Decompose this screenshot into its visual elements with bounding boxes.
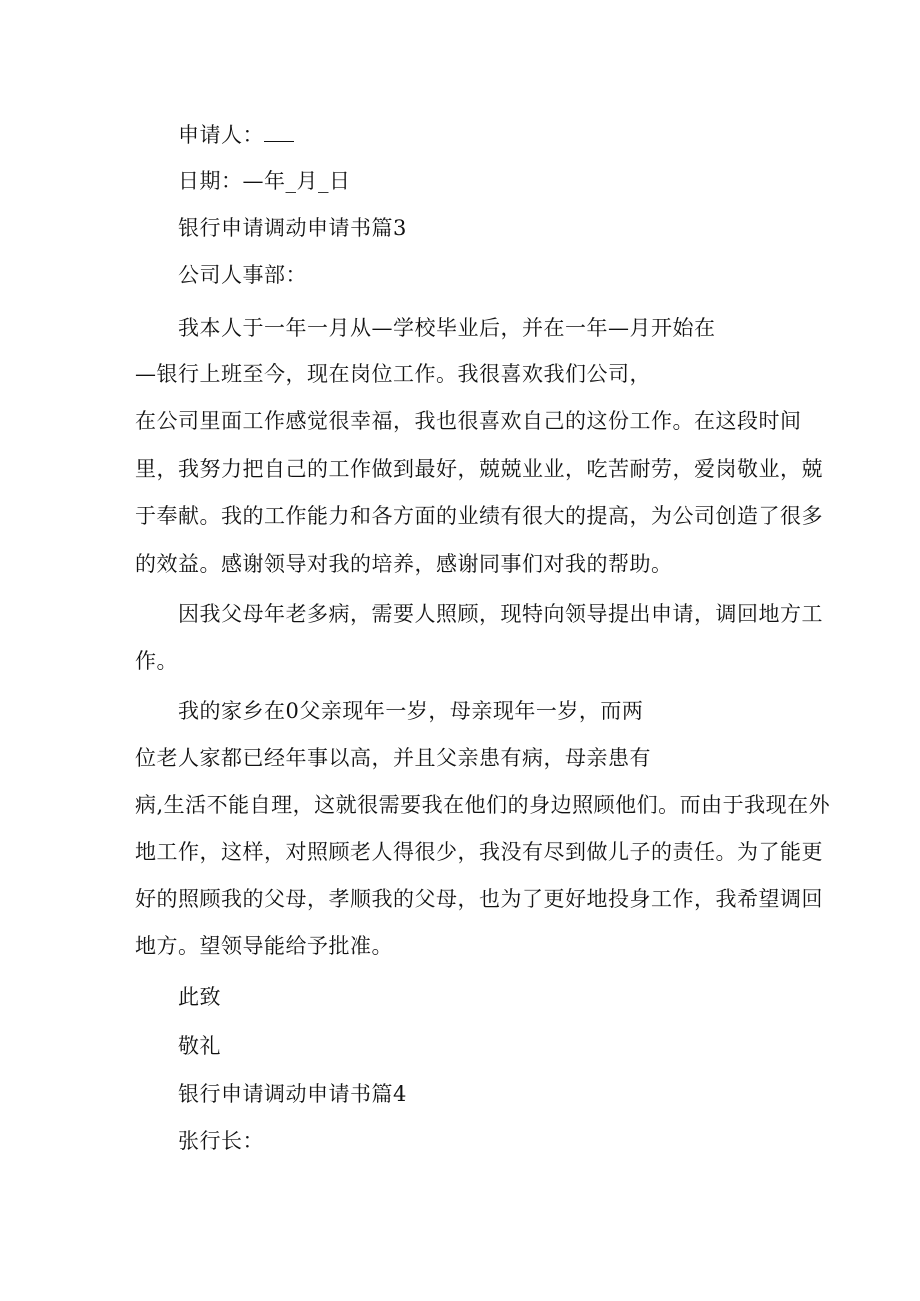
paragraph-line: 位老人家都已经年事以高，并且父亲患有病，母亲患有 (135, 746, 651, 770)
applicant-blank (264, 123, 294, 142)
applicant-label: 申请人： (178, 123, 264, 147)
paragraph-line: 因我父母年老多病，需要人照顾，现特向领导提出申请，调回地方工 (178, 602, 823, 626)
date-line: 日期：—年_月_日 (178, 169, 351, 193)
paragraph-line: 的效益。感谢领导对我的培养，感谢同事们对我的帮助。 (135, 552, 673, 576)
salutation-manager: 张行长： (178, 1129, 264, 1153)
closing-jingli: 敬礼 (178, 1034, 221, 1058)
paragraph-line: —银行上班至今，现在岗位工作。我很喜欢我们公司， (135, 362, 651, 386)
paragraph-line: 在公司里面工作感觉很幸福，我也很喜欢自己的这份工作。在这段时间 (135, 409, 802, 433)
section-heading-3: 银行申请调动申请书篇3 (178, 216, 407, 240)
paragraph-line: 我的家乡在0父亲现年一岁，母亲现年一岁，而两 (178, 699, 644, 723)
paragraph-line: 病,生活不能自理，这就很需要我在他们的身边照顾他们。而由于我现在外 (135, 793, 831, 817)
paragraph-line: 里，我努力把自己的工作做到最好，兢兢业业，吃苦耐劳，爱岗敬业，兢 (135, 457, 823, 481)
section-heading-4: 银行申请调动申请书篇4 (178, 1082, 407, 1106)
paragraph-line: 好的照顾我的父母，孝顺我的父母，也为了更好地投身工作，我希望调回 (135, 887, 823, 911)
paragraph-line: 地工作，这样，对照顾老人得很少，我没有尽到做儿子的责任。为了能更 (135, 840, 823, 864)
salutation-hr: 公司人事部： (178, 263, 307, 287)
applicant-line (178, 120, 294, 150)
paragraph-line: 我本人于一年一月从—学校毕业后，并在一年—月开始在 (178, 316, 716, 340)
paragraph-line: 地方。望领导能给予批准。 (135, 934, 393, 958)
paragraph-line: 于奉献。我的工作能力和各方面的业绩有很大的提高，为公司创造了很多 (135, 504, 823, 528)
paragraph-line: 作。 (135, 649, 178, 673)
closing-cizhi: 此致 (178, 985, 221, 1009)
